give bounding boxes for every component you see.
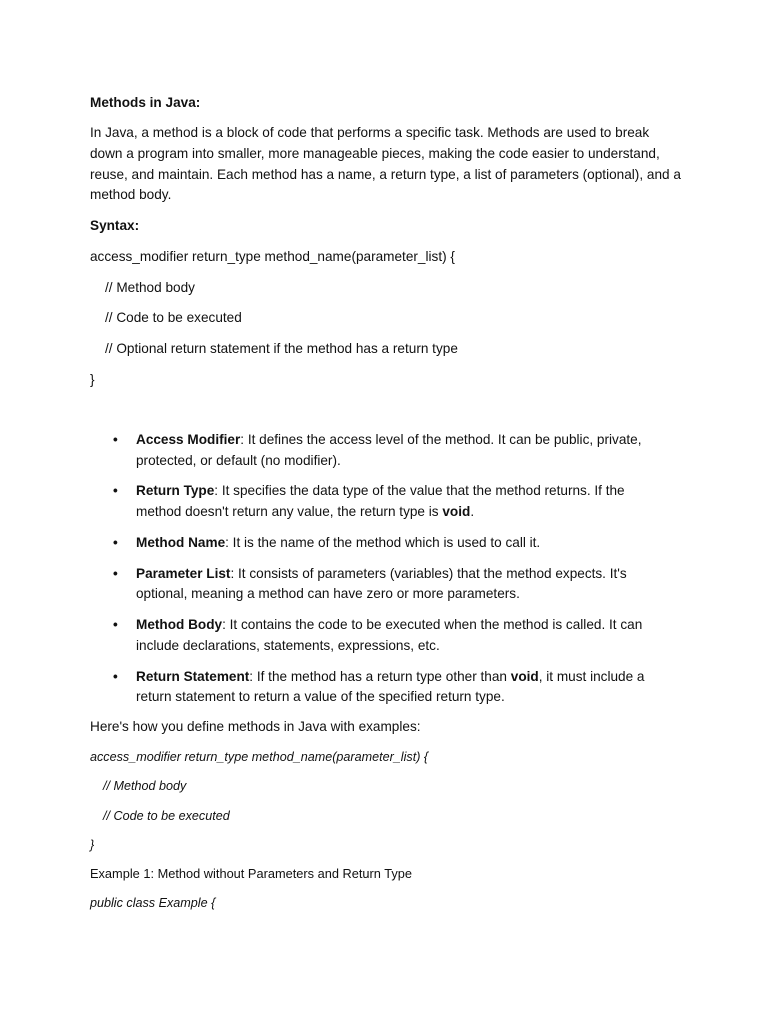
example-syntax-signature: access_modifier return_type method_name(parameter_list) { bbox=[90, 750, 429, 764]
syntax-line-return-comment: // Optional return statement if the method has a return type bbox=[105, 341, 458, 356]
description: : It consists of parameters (variables) that the method expects. It's optional, meaning a method can have zero or more parameters. bbox=[136, 565, 627, 602]
syntax-heading: Syntax: bbox=[90, 218, 140, 233]
description: : If the method has a return type other than bbox=[249, 668, 511, 684]
list-item-return-type bbox=[0, 481, 666, 522]
term: Return Statement bbox=[136, 668, 250, 684]
syntax-line-signature: access_modifier return_type method_name(parameter_list) { bbox=[90, 249, 455, 264]
description: : It is the name of the method which is used to call it. bbox=[225, 534, 541, 550]
bullet-icon: • bbox=[113, 617, 118, 633]
method-parts-list bbox=[0, 430, 768, 718]
description: : It contains the code to be executed when the method is called. It can include declarations, statements, expressions, etc. bbox=[136, 617, 643, 653]
term: Access Modifier bbox=[136, 432, 241, 447]
description-tail: . bbox=[470, 504, 475, 520]
example1-title: Example 1: Method without Parameters and Return Type bbox=[90, 866, 412, 881]
bullet-icon: • bbox=[113, 432, 118, 447]
list-item-parameter-list bbox=[0, 564, 666, 605]
example-syntax-close-brace: } bbox=[90, 838, 95, 852]
intro-paragraph: In Java, a method is a block of code that performs a specific task. Methods are used to break down a program into smaller, more manageable pieces, making the code easier to understand, reuse, and maintain. Each method has a name, a return type, a list of parameters (optional), and a method body. bbox=[90, 125, 681, 203]
description: : It defines the access level of the method. It can be public, private, protected, or default (no modifier). bbox=[136, 432, 642, 468]
list-item-method-name bbox=[0, 533, 666, 554]
page-title: Methods in Java: bbox=[90, 95, 201, 110]
term: Return Type bbox=[136, 483, 215, 499]
example-syntax-code-comment: // Code to be executed bbox=[103, 809, 230, 823]
term: Method Name bbox=[136, 534, 226, 550]
syntax-line-body-comment: // Method body bbox=[105, 280, 195, 295]
keyword: void bbox=[510, 668, 539, 684]
example-syntax-body-comment: // Method body bbox=[103, 779, 187, 793]
term: Method Body bbox=[136, 617, 223, 633]
example1-code-line: public class Example { bbox=[90, 896, 216, 910]
list-item-access-modifier bbox=[0, 430, 666, 471]
keyword: void bbox=[442, 504, 471, 520]
list-item-method-body bbox=[0, 615, 666, 656]
bullet-icon: • bbox=[113, 565, 118, 581]
list-item-return-statement bbox=[0, 667, 666, 708]
description: : It specifies the data type of the value that the method returns. If the method doesn't return any value, the return type is bbox=[136, 483, 625, 520]
syntax-line-close-brace: } bbox=[90, 372, 95, 387]
define-intro: Here's how you define methods in Java with examples: bbox=[90, 719, 421, 734]
term: Parameter List bbox=[136, 565, 231, 581]
bullet-icon: • bbox=[113, 534, 118, 550]
bullet-icon: • bbox=[113, 668, 118, 684]
syntax-line-code-comment: // Code to be executed bbox=[105, 310, 242, 325]
description-tail: , it must include a return statement to return a value of the specified return type. bbox=[136, 668, 645, 705]
bullet-icon: • bbox=[113, 483, 118, 499]
